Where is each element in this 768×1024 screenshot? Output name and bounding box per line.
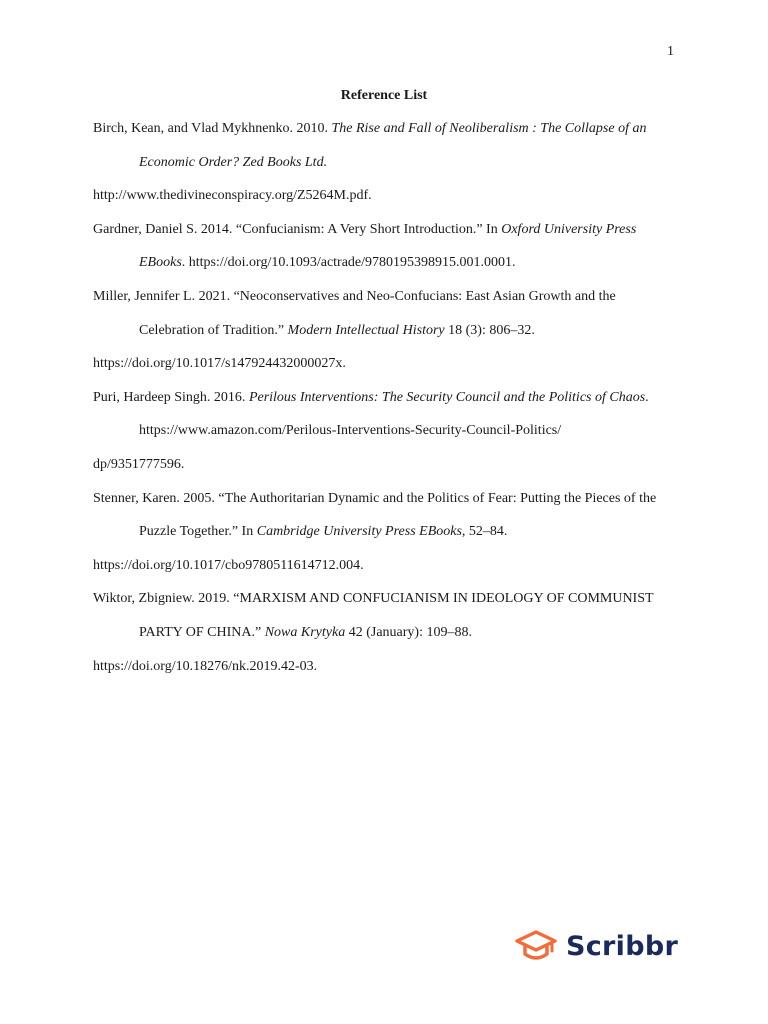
reference-text: Birch, Kean, and Vlad Mykhnenko. 2010. (93, 121, 332, 136)
reference-entry (93, 213, 683, 280)
reference-text: Gardner, Daniel S. 2014. “Confucianism: A Very Short Introduction.” In (93, 221, 502, 237)
reference-text-after: 42 (January): 109–88. (345, 624, 472, 640)
reference-entry (93, 482, 683, 583)
reference-source-title: Modern Intellectual History (287, 322, 445, 338)
graduation-cap-icon (514, 929, 558, 965)
reference-text: Stenner, Karen. 2005. “The Authoritarian Dynamic and the Politics of Fear: Putting the Pieces of the Puzzle Together.” In (93, 490, 657, 540)
reference-url[interactable]: https://doi.org/10.18276/nk.2019.42-03. (93, 658, 318, 674)
reference-text-after: . https://www.amazon.com/Perilous-Interventions-Security-Council-Politics/ (139, 389, 649, 439)
reference-url[interactable]: http://www.thedivineconspiracy.org/Z5264M.pdf. (93, 188, 372, 204)
reference-text: Miller, Jennifer L. 2021. “Neoconservatives and Neo-Confucians: East Asian Growth and the Celebration of Tradition.” (93, 288, 616, 338)
reference-source-title: Oxford University Press EBooks (139, 221, 637, 271)
reference-text-after: . https://doi.org/10.1093/actrade/9780195398915.001.0001. (181, 255, 516, 271)
reference-source-title: Cambridge University Press EBooks (256, 524, 462, 540)
reference-text: Wiktor, Zbigniew. 2019. “MARXISM AND CONFUCIANISM IN IDEOLOGY OF COMMUNIST PARTY OF CHINA.” (93, 591, 654, 640)
reference-text-after: 18 (3): 806–32. (444, 322, 535, 338)
logo-text: Scribbr (566, 931, 679, 962)
reference-text-after: , 52–84. (461, 524, 508, 540)
page-title: Reference List (340, 88, 428, 103)
reference-url[interactable]: https://doi.org/10.1017/cbo9780511614712.004. (93, 557, 364, 573)
reference-source-title: The Rise and Fall of Neoliberalism : The Collapse of an Economic Order? Zed Books Ltd. (139, 121, 647, 170)
reference-entry (93, 112, 683, 213)
reference-url[interactable]: https://doi.org/10.1017/s147924432000027x. (93, 356, 346, 372)
scribbr-logo (514, 927, 678, 967)
reference-entry (93, 280, 683, 381)
reference-source-title: Perilous Interventions: The Security Council and the Politics of Chaos (248, 389, 646, 405)
reference-entry (93, 381, 683, 482)
reference-text: Puri, Hardeep Singh. 2016. (93, 389, 249, 405)
reference-url[interactable]: dp/9351777596. (93, 456, 185, 472)
reference-source-title: Nowa Krytyka (264, 624, 346, 640)
reference-entry (93, 582, 683, 683)
page-number: 1 (667, 44, 674, 59)
reference-list (93, 112, 683, 683)
